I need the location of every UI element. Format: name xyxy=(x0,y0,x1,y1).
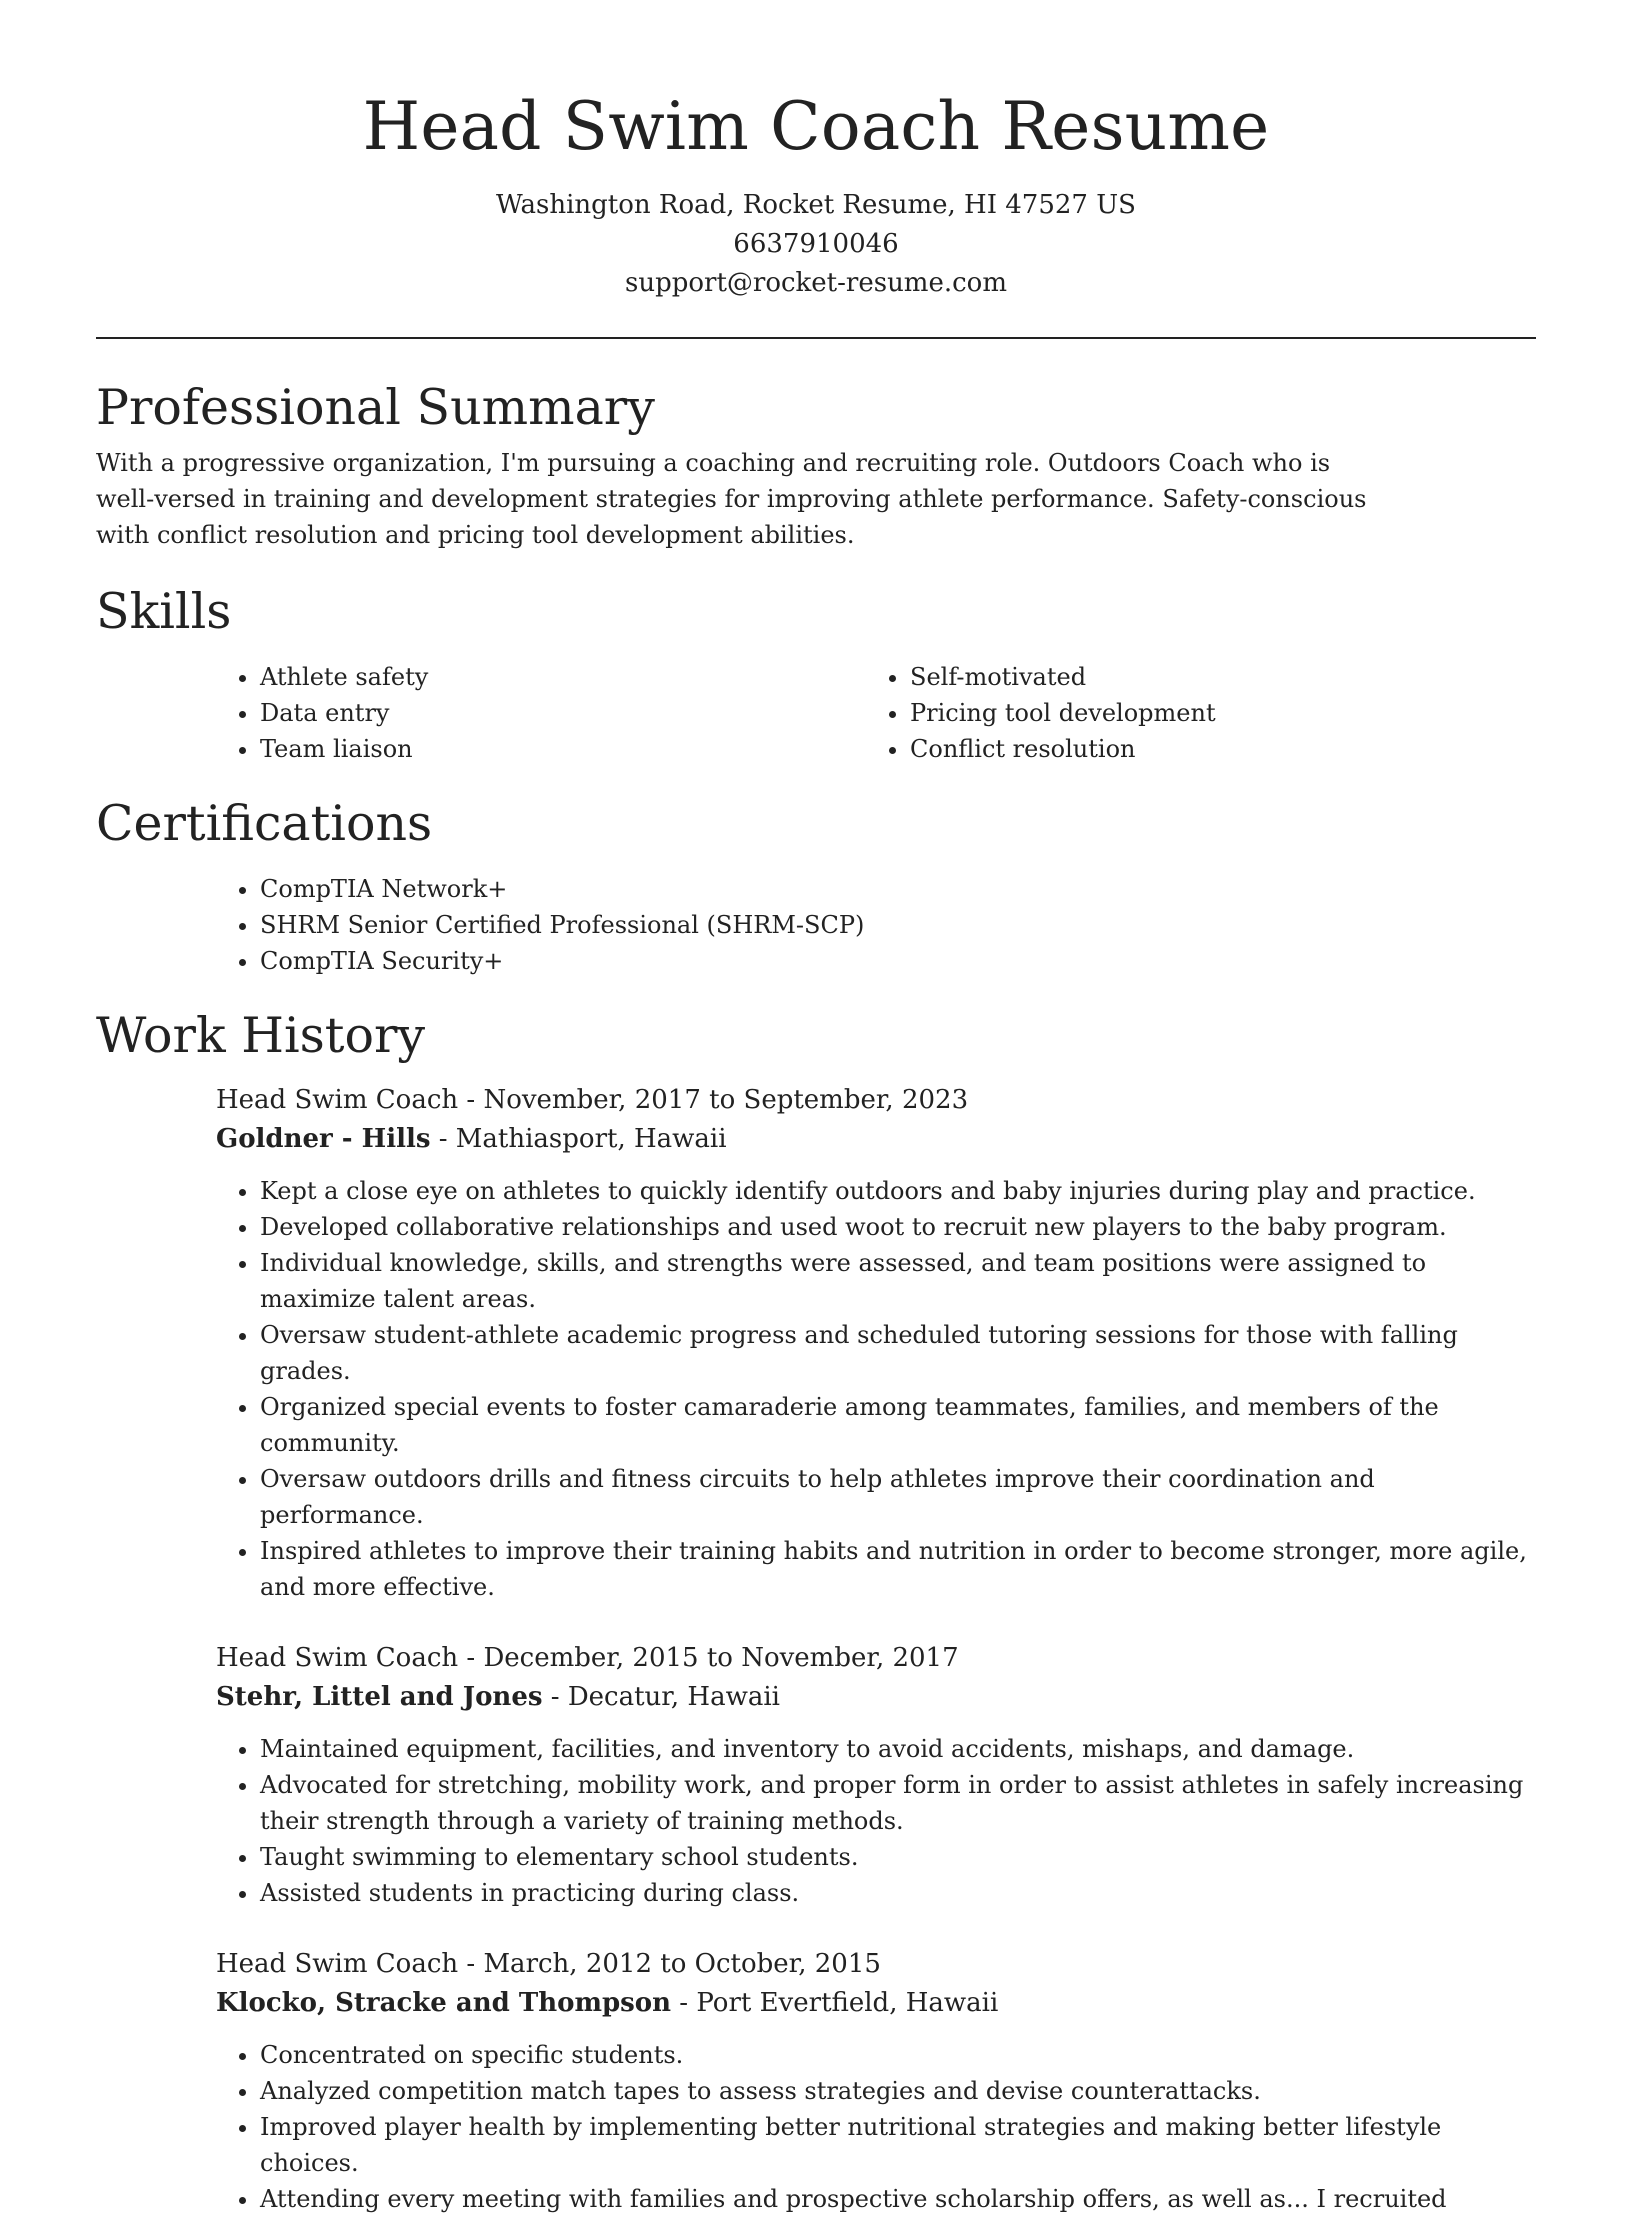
summary-heading: Professional Summary xyxy=(96,379,655,436)
summary-section xyxy=(96,377,1536,553)
job-duty: • Inspired athletes to improve their training habits and nutrition in order to become stronger, more agile, and more effective. xyxy=(260,1533,1536,1605)
job-duty: • Oversaw outdoors drills and fitness circuits to help athletes improve their coordination and performance. xyxy=(260,1461,1536,1533)
job-duties xyxy=(216,1731,1536,1911)
summary-text: With a progressive organization, I'm pursuing a coaching and recruiting role. Outdoors Coach who is well-versed in training and development strategies for improving athlete performance. Safety-conscious with conflict resolution and pricing tool development abilities. xyxy=(96,449,1367,549)
job-title-line xyxy=(216,1081,1536,1120)
header-divider xyxy=(96,337,1536,339)
skills-heading: Skills xyxy=(96,583,232,640)
job-location: - Mathiasport, Hawaii xyxy=(430,1124,727,1154)
certification-item: • SHRM Senior Certified Professional (SHRM-SCP) xyxy=(260,907,1536,943)
job-duty: • Improved player health by implementing better nutritional strategies and making better lifestyle choices. xyxy=(260,2109,1536,2181)
jobs-list xyxy=(216,1081,1536,2217)
job-duty: • Organized special events to foster camaraderie among teammates, families, and members of the community. xyxy=(260,1389,1536,1461)
job-company: Goldner - Hills xyxy=(216,1124,431,1154)
skill-item: • Self-motivated xyxy=(910,659,1516,695)
job-duty: • Maintained equipment, facilities, and inventory to avoid accidents, mishaps, and damage. xyxy=(260,1731,1536,1767)
contact-block xyxy=(96,186,1536,303)
skill-item: • Athlete safety xyxy=(260,659,866,695)
job-company-line xyxy=(216,1984,1536,2023)
skill-item: • Conflict resolution xyxy=(910,731,1516,767)
job-duty: • Oversaw student-athlete academic progress and scheduled tutoring sessions for those with falling grades. xyxy=(260,1317,1536,1389)
certification-item: • CompTIA Security+ xyxy=(260,943,1536,979)
contact-phone: 6637910046 xyxy=(733,229,899,259)
contact-address: Washington Road, Rocket Resume, HI 47527 US xyxy=(496,190,1136,220)
job-title-line xyxy=(216,1639,1536,1678)
job-company-line xyxy=(216,1678,1536,1717)
job-company: Klocko, Stracke and Thompson xyxy=(216,1988,672,2018)
skills-list xyxy=(216,659,1536,767)
job-dates: - March, 2012 to October, 2015 xyxy=(458,1949,881,1979)
job-duty: • Kept a close eye on athletes to quickly identify outdoors and baby injuries during play and practice. xyxy=(260,1173,1536,1209)
certifications-list xyxy=(216,871,1536,979)
job-location: - Decatur, Hawaii xyxy=(542,1682,780,1712)
skills-section xyxy=(96,581,1536,767)
skill-item: • Team liaison xyxy=(260,731,866,767)
job-duties xyxy=(216,1173,1536,1605)
page-title: Head Swim Coach Resume xyxy=(362,88,1270,165)
job-duty: • Individual knowledge, skills, and strengths were assessed, and team positions were assigned to maximize talent areas. xyxy=(260,1245,1536,1317)
job-title: Head Swim Coach xyxy=(216,1643,459,1673)
job-entry xyxy=(216,1081,1536,1605)
job-duty: • Assisted students in practicing during class. xyxy=(260,1875,1536,1911)
job-title: Head Swim Coach xyxy=(216,1949,459,1979)
resume-page xyxy=(96,0,1536,2217)
job-duty: • Analyzed competition match tapes to assess strategies and devise counterattacks. xyxy=(260,2073,1536,2109)
work-history-heading: Work History xyxy=(96,1007,426,1064)
job-title-line xyxy=(216,1945,1536,1984)
certification-item: • CompTIA Network+ xyxy=(260,871,1536,907)
skill-item: • Pricing tool development xyxy=(910,695,1516,731)
job-duty: • Taught swimming to elementary school students. xyxy=(260,1839,1536,1875)
job-location: - Port Evertfield, Hawaii xyxy=(671,1988,999,2018)
skills-column-right xyxy=(866,659,1516,767)
job-title: Head Swim Coach xyxy=(216,1085,459,1115)
job-dates: - December, 2015 to November, 2017 xyxy=(458,1643,959,1673)
job-dates: - November, 2017 to September, 2023 xyxy=(458,1085,969,1115)
certifications-section xyxy=(96,793,1536,979)
job-duties xyxy=(216,2037,1536,2217)
job-duty: • Concentrated on specific students. xyxy=(260,2037,1536,2073)
job-entry xyxy=(216,1639,1536,1911)
job-duty: • Attending every meeting with families and prospective scholarship offers, as well as... I recruited xyxy=(260,2181,1536,2217)
job-company: Stehr, Littel and Jones xyxy=(216,1682,543,1712)
certifications-heading: Certifications xyxy=(96,795,433,852)
skill-item: • Data entry xyxy=(260,695,866,731)
job-duty: • Advocated for stretching, mobility work, and proper form in order to assist athletes in safely increasing their strength through a variety of training methods. xyxy=(260,1767,1536,1839)
job-duty: • Developed collaborative relationships and used woot to recruit new players to the baby program. xyxy=(260,1209,1536,1245)
work-history-section xyxy=(96,1005,1536,2217)
job-entry xyxy=(216,1945,1536,2217)
job-company-line xyxy=(216,1120,1536,1159)
contact-email: support@rocket-resume.com xyxy=(624,268,1007,298)
skills-grid xyxy=(216,659,1536,767)
resume-header xyxy=(96,0,1536,303)
skills-column-left xyxy=(216,659,866,767)
